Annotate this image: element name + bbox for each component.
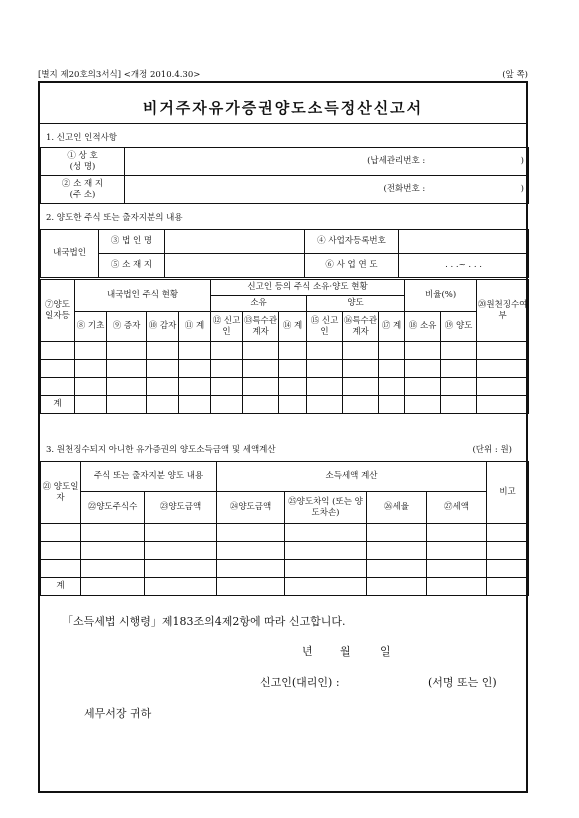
- fiscal-year-field[interactable]: . . .~ . . .: [399, 254, 529, 278]
- fiscal-year-label: ⑥ 사 업 연 도: [305, 254, 399, 278]
- date-year: 년: [302, 645, 313, 658]
- section3-heading: 3. 원천징수되지 아니한 유가증권의 양도소득금액 및 세액계산: [46, 445, 276, 455]
- col-own-total: ⑭ 계: [279, 312, 307, 342]
- section1-heading: 1. 신고인 인적사항: [46, 133, 117, 143]
- name-label-sub: (성 명): [69, 161, 96, 172]
- divider: [40, 123, 526, 124]
- addressee: 세무서장 귀하: [84, 707, 152, 720]
- col-own-declarant: ⑫ 신고인: [211, 312, 243, 342]
- corp-name-field[interactable]: [165, 230, 305, 254]
- biz-reg-label: ④ 사업자등록번호: [305, 230, 399, 254]
- col-ratio-own: ⑱ 소유: [405, 312, 441, 342]
- date-day: 일: [380, 645, 391, 658]
- form-header: [38, 68, 528, 80]
- total-label: 계: [41, 578, 81, 596]
- declaration-statement: 「소득세법 시행령」제183조의4제2항에 따라 신고합니다.: [62, 615, 346, 628]
- address-label-cell: [41, 176, 125, 204]
- col-rate: ㉖세율: [367, 492, 427, 524]
- transfer-header: 양도: [307, 296, 405, 312]
- col-gain: ㉕양도차익 (또는 양도차손): [285, 492, 367, 524]
- holding-status-header: 내국법인 주식 현황: [75, 280, 211, 312]
- declarant-label: 신고인(대리인) :: [260, 676, 340, 689]
- ratio-header: 비율(%): [405, 280, 477, 312]
- table-row[interactable]: [41, 542, 529, 560]
- corp-name-label: ③ 법 인 명: [99, 230, 165, 254]
- form-title: 비거주자유가증권양도소득정산신고서: [142, 99, 424, 117]
- col-shares: ㉒양도주식수: [81, 492, 145, 524]
- transfer-date-header: ⑦양도일자등: [41, 280, 75, 342]
- signature-label: (서명 또는 인): [428, 676, 497, 689]
- total-row: [41, 396, 529, 414]
- col-ratio-tr: ⑲ 양도: [441, 312, 477, 342]
- total-label: 계: [41, 396, 75, 414]
- declarant-status-header: 신고인 등의 주식 소유·양도 현황: [211, 280, 405, 296]
- col-tr-related: ⑯특수관계자: [343, 312, 379, 342]
- corp-table: [40, 229, 529, 278]
- col-tr-total: ⑰ 계: [379, 312, 405, 342]
- remarks-header: 비고: [487, 462, 529, 524]
- ownership-header: 소유: [211, 296, 307, 312]
- table-row[interactable]: [41, 378, 529, 396]
- phone-label: (전화번호 :: [383, 184, 426, 195]
- col-tr-declarant: ⑮ 신고인: [307, 312, 343, 342]
- section1-table: [40, 147, 529, 204]
- col-amount: ㉓양도금액: [145, 492, 217, 524]
- date-month: 월: [340, 645, 351, 658]
- address-label-sub: (주 소): [69, 189, 96, 200]
- name-label: ① 상 호: [67, 150, 98, 161]
- address-field[interactable]: (전화번호 : ): [125, 176, 529, 204]
- col-tr-amount: ㉔양도금액: [217, 492, 285, 524]
- col-decrease: ⑩ 감자: [147, 312, 179, 342]
- unit-note: (단위 : 원): [472, 445, 512, 455]
- page-side: (앞 쪽): [502, 70, 528, 80]
- col-base: ⑧ 기초: [75, 312, 107, 342]
- withholding-header: ⑳원천징수여부: [477, 280, 529, 342]
- section2-heading: 2. 양도한 주식 또는 출자지분의 내용: [46, 213, 183, 223]
- biz-reg-field[interactable]: [399, 230, 529, 254]
- col-increase: ⑨ 증자: [107, 312, 147, 342]
- location-label: ⑤ 소 재 지: [99, 254, 165, 278]
- name-field[interactable]: (납세관리번호 : ): [125, 148, 529, 176]
- address-label: ② 소 재 지: [61, 178, 104, 189]
- form-frame: [38, 81, 528, 793]
- table-row[interactable]: [41, 560, 529, 578]
- col-total: ⑪ 계: [179, 312, 211, 342]
- tax-table: [40, 461, 529, 596]
- form-number: [별지 제20호의3서식] <개정 2010.4.30>: [38, 70, 201, 80]
- calc-header: 소득세액 계산: [217, 462, 487, 492]
- t-transfer-date-header: ㉑ 양도일자: [41, 462, 81, 524]
- domestic-corp-label: 내국법인: [41, 230, 99, 278]
- table-row[interactable]: [41, 524, 529, 542]
- total-row: [41, 578, 529, 596]
- location-field[interactable]: [165, 254, 305, 278]
- shares-table: [40, 279, 529, 414]
- table-row[interactable]: [41, 342, 529, 360]
- contents-header: 주식 또는 출자지분 양도 내용: [81, 462, 217, 492]
- name-label-cell: [41, 148, 125, 176]
- table-row[interactable]: [41, 360, 529, 378]
- tax-admin-no-label: (납세관리번호 :: [367, 156, 426, 167]
- col-tax: ㉗세액: [427, 492, 487, 524]
- col-own-related: ⑬특수관계자: [243, 312, 279, 342]
